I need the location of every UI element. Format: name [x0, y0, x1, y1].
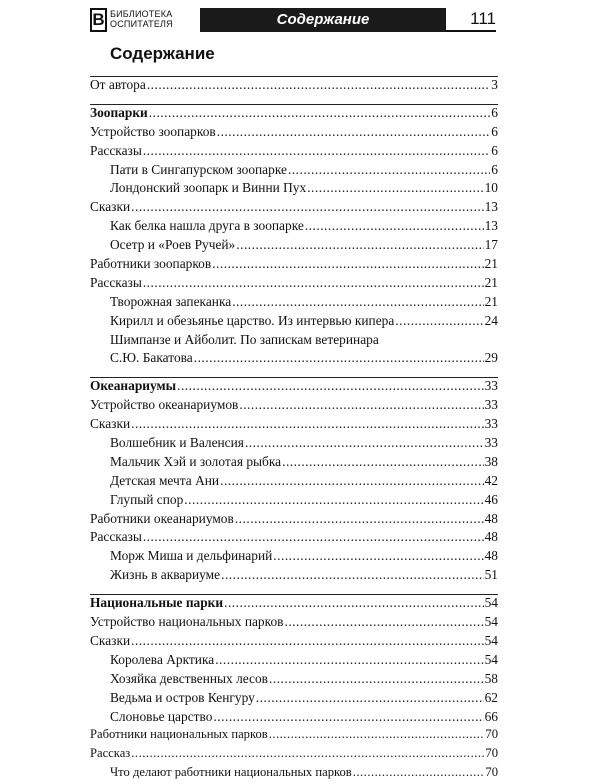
toc-entry[interactable]	[90, 511, 498, 530]
leader-dots	[239, 397, 483, 413]
toc-entry-page: 6	[491, 123, 498, 139]
toc-entry-page: 54	[484, 614, 498, 630]
toc-entry-text: Кирилл и обезьянье царство. Из интервью кипера	[110, 312, 395, 328]
leader-dots	[273, 548, 483, 564]
toc-entry-text: Королева Арктика	[110, 651, 215, 667]
toc-entry-text: Слоновье царство	[110, 708, 213, 724]
toc-entry-page: 51	[484, 567, 498, 583]
toc-entry-page: 13	[484, 199, 498, 215]
series-logo	[90, 8, 198, 32]
logo-line-2: ОСПИТАТЕЛЯ	[110, 19, 173, 29]
leader-dots	[224, 595, 484, 611]
leader-dots	[194, 350, 484, 366]
toc-entry-text: Рассказы	[90, 142, 142, 158]
leader-dots	[147, 77, 490, 93]
leader-dots	[212, 256, 483, 272]
toc-entry[interactable]	[90, 397, 498, 416]
toc-entry[interactable]	[90, 199, 498, 218]
toc-entry-page: 21	[484, 274, 498, 290]
toc-entry-text: Рассказы	[90, 529, 142, 545]
leader-dots	[269, 727, 485, 742]
toc-entry-page: 33	[484, 435, 498, 451]
toc-entry-page: 70	[485, 746, 498, 761]
toc-entry-text: Работники национальных парков	[90, 727, 268, 742]
toc-entry-page: 54	[484, 595, 498, 611]
toc-entry[interactable]	[90, 332, 498, 351]
toc-title: Содержание	[110, 44, 215, 63]
toc-entry[interactable]	[90, 529, 498, 548]
toc-entry-page: 70	[485, 727, 498, 742]
toc-entry-text: Устройство океанариумов	[90, 397, 239, 413]
toc-entry[interactable]	[90, 548, 498, 567]
toc-entry-text: Как белка нашла друга в зоопарке	[110, 218, 304, 234]
toc-entry-text: Волшебник и Валенсия	[110, 435, 244, 451]
toc-entry-text: Устройство зоопарков	[90, 123, 216, 139]
toc-entry[interactable]	[90, 709, 498, 728]
toc-entry[interactable]	[90, 162, 498, 181]
running-header	[90, 8, 496, 32]
toc-entry-page: 54	[484, 632, 498, 648]
leader-dots	[177, 378, 484, 394]
leader-dots	[288, 162, 490, 178]
toc-entry[interactable]	[90, 765, 498, 784]
leader-dots	[184, 492, 483, 508]
leader-dots	[282, 454, 484, 470]
toc-entry-page: 6	[491, 104, 498, 120]
toc-entry[interactable]	[90, 727, 498, 746]
toc-entry-text: Творожная запеканка	[110, 293, 232, 309]
toc-entry-page: 3	[491, 77, 498, 92]
leader-dots	[353, 765, 485, 780]
toc-entry[interactable]	[90, 294, 498, 313]
leader-dots	[131, 633, 483, 649]
toc-entry-page: 42	[484, 472, 498, 488]
toc-entry[interactable]	[90, 454, 498, 473]
toc-entry-page: 48	[484, 548, 498, 564]
toc-section[interactable]	[90, 104, 498, 124]
leader-dots	[131, 746, 484, 761]
toc-entry[interactable]	[90, 275, 498, 294]
toc-entry-page: 29	[484, 350, 498, 366]
toc-entry-page: 6	[491, 142, 498, 158]
logo-line-1: БИБЛИОТЕКА	[110, 9, 173, 19]
toc-entry[interactable]	[90, 416, 498, 435]
toc-entry-text: Морж Миша и дельфинарий	[110, 548, 273, 564]
toc-entry-text: Детская мечта Ани	[110, 472, 220, 488]
leader-dots	[307, 180, 483, 196]
header-page-number: 111	[446, 8, 496, 32]
toc-entry-page: 24	[484, 312, 498, 328]
toc-entry-text: Сказки	[90, 632, 131, 648]
toc-entry-text: Ведьма и остров Кенгуру	[110, 689, 255, 705]
leader-dots	[217, 124, 491, 140]
toc-entry-text: Глупый спор	[110, 491, 184, 507]
toc-entry-text: Мальчик Хэй и золотая рыбка	[110, 453, 282, 469]
leader-dots	[131, 199, 483, 215]
leader-dots	[221, 567, 484, 583]
toc-entry-text: Устройство национальных парков	[90, 614, 284, 630]
toc-entry-page: 58	[484, 670, 498, 686]
toc-entry[interactable]	[90, 256, 498, 275]
toc-section-text: Зоопарки	[90, 104, 148, 120]
toc-entry[interactable]	[90, 567, 498, 586]
toc-entry[interactable]	[90, 237, 498, 256]
toc-entry-page: 70	[485, 765, 498, 780]
leader-dots	[143, 275, 484, 291]
toc-section[interactable]	[90, 594, 498, 614]
leader-dots	[215, 652, 483, 668]
toc-section-text: Национальные парки	[90, 595, 224, 611]
toc-entry-text: Рассказы	[90, 274, 142, 290]
toc-entry-text: Работники океанариумов	[90, 510, 234, 526]
leader-dots	[395, 313, 483, 329]
toc-entry-page: 17	[484, 237, 498, 253]
toc-entry[interactable]	[90, 614, 498, 633]
toc-entry-page: 46	[484, 491, 498, 507]
toc-entry[interactable]	[90, 746, 498, 765]
toc-entry-page: 6	[491, 161, 498, 177]
toc-entry-page: 33	[484, 416, 498, 432]
toc-entry-text: Рассказ	[90, 746, 131, 761]
header-section-title: Содержание	[200, 8, 446, 32]
toc-entry-page: 62	[484, 689, 498, 705]
toc-entry-text: Лондонский зоопарк и Винни Пух	[110, 180, 307, 196]
leader-dots	[232, 294, 483, 310]
table-of-contents	[90, 76, 498, 784]
logo-text	[110, 9, 173, 29]
leader-dots	[213, 709, 483, 725]
toc-entry[interactable]	[90, 492, 498, 511]
toc-entry-text: Хозяйка девственных лесов	[110, 670, 269, 686]
toc-entry[interactable]	[90, 180, 498, 199]
toc-entry-text: Сказки	[90, 199, 131, 215]
toc-entry-text: Пати в Сингапурском зоопарке	[110, 161, 287, 177]
toc-entry[interactable]	[90, 218, 498, 237]
toc-entry[interactable]	[90, 652, 498, 671]
toc-entry-text: Осетр и «Роев Ручей»	[110, 237, 236, 253]
toc-section[interactable]	[90, 377, 498, 397]
toc-entry-text: Что делают работники национальных парков	[110, 765, 352, 780]
toc-entry-text: С.Ю. Бакатова	[110, 350, 193, 366]
logo-letter: B	[90, 8, 107, 32]
toc-entry-text: Шимпанзе и Айболит. По запискам ветеринара	[110, 331, 379, 347]
toc-entry-page: 38	[484, 453, 498, 469]
toc-entry-page: 21	[484, 293, 498, 309]
leader-dots	[245, 435, 484, 451]
toc-entry[interactable]	[90, 124, 498, 143]
toc-entry-page: 33	[484, 378, 498, 394]
toc-section-text: Океанариумы	[90, 378, 177, 394]
leader-dots	[235, 511, 484, 527]
leader-dots	[236, 237, 483, 253]
toc-entry-page: 13	[484, 218, 498, 234]
leader-dots	[149, 105, 491, 121]
toc-entry[interactable]	[90, 633, 498, 652]
leader-dots	[131, 416, 483, 432]
leader-dots	[305, 218, 484, 234]
toc-entry-page: 33	[484, 397, 498, 413]
toc-entry[interactable]	[90, 76, 498, 96]
toc-entry[interactable]	[90, 313, 498, 332]
leader-dots	[284, 614, 483, 630]
toc-entry[interactable]	[90, 143, 498, 162]
toc-entry[interactable]	[90, 350, 498, 369]
toc-entry-text: Жизнь в аквариуме	[110, 567, 221, 583]
toc-entry-text: От автора	[90, 77, 146, 92]
toc-entry[interactable]	[90, 435, 498, 454]
leader-dots	[269, 671, 484, 687]
toc-entry[interactable]	[90, 671, 498, 690]
leader-dots	[143, 529, 484, 545]
leader-dots	[143, 143, 490, 159]
toc-entry-page: 48	[484, 529, 498, 545]
toc-entry-page: 54	[484, 651, 498, 667]
leader-dots	[220, 473, 484, 489]
toc-entry[interactable]	[90, 690, 498, 709]
toc-entry-page: 10	[484, 180, 498, 196]
toc-entry-text: Сказки	[90, 416, 131, 432]
leader-dots	[256, 690, 484, 706]
toc-entry-page: 66	[484, 708, 498, 724]
toc-entry-page: 48	[484, 510, 498, 526]
toc-entry[interactable]	[90, 473, 498, 492]
toc-entry-page: 21	[484, 256, 498, 272]
toc-entry-text: Работники зоопарков	[90, 256, 212, 272]
